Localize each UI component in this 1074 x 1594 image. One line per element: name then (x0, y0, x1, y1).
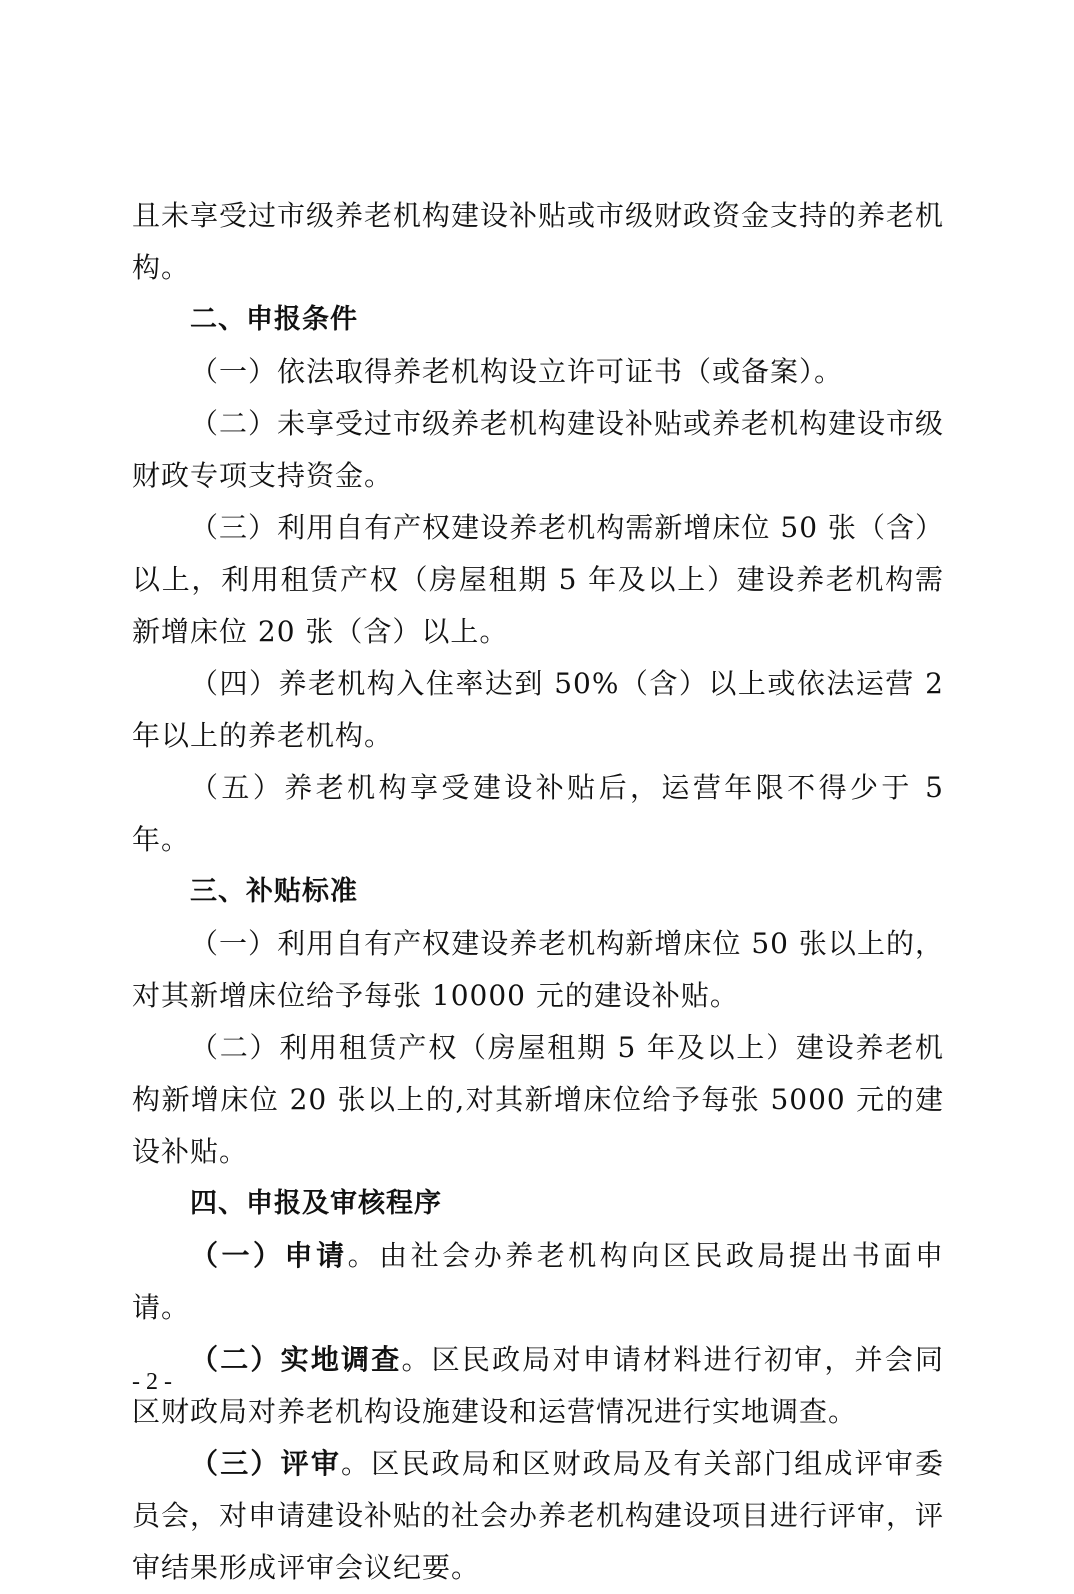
paragraph-procedure-1 (132, 1230, 944, 1334)
page-number: - 2 - (132, 1369, 172, 1395)
procedure-3-text: 。区民政局和区财政局及有关部门组成评审委员会，对申请建设补贴的社会办养老机构建设项目进行评审，评审结果形成评审会议纪要。 (132, 1447, 945, 1584)
paragraph-continuation: 且未享受过市级养老机构建设补贴或市级财政资金支持的养老机构。 (132, 199, 945, 284)
paragraph-standard-2: （二）利用租赁产权（房屋租期 5 年及以上）建设养老机构新增床位 20 张以上的,对其新增床位给予每张 5000 元的建设补贴。 (132, 1031, 944, 1168)
section-heading-subsidy-standards: 三、补贴标准 (190, 876, 358, 907)
procedure-2-label: （二）实地调查 (190, 1343, 402, 1376)
procedure-2-text: 。区民政局对申请材料进行初审，并会同区财政局对养老机构设施建设和运营情况进行实地调查。 (132, 1343, 944, 1428)
paragraph-condition-4: （四）养老机构入住率达到 50%（含）以上或依法运营 2 年以上的养老机构。 (132, 667, 944, 752)
paragraph-condition-2: （二）未享受过市级养老机构建设补贴或养老机构建设市级财政专项支持资金。 (132, 407, 945, 492)
paragraph-standard-1: （一）利用自有产权建设养老机构新增床位 50 张以上的，对其新增床位给予每张 10000 元的建设补贴。 (132, 927, 944, 1012)
paragraph-condition-3: （三）利用自有产权建设养老机构需新增床位 50 张（含）以上，利用租赁产权（房屋租期 5 年及以上）建设养老机构需新增床位 20 张（含）以上。 (132, 511, 944, 648)
procedure-1-text: 。由社会办养老机构向区民政局提出书面申请。 (132, 1239, 944, 1324)
paragraph-condition-1: （一）依法取得养老机构设立许可证书（或备案）。 (190, 355, 844, 388)
section-heading-application-conditions: 二、申报条件 (190, 304, 358, 335)
paragraph-condition-5: （五）养老机构享受建设补贴后，运营年限不得少于 5 年。 (132, 771, 944, 856)
paragraph-procedure-2 (132, 1334, 944, 1438)
section-heading-procedure: 四、申报及审核程序 (190, 1188, 442, 1219)
paragraph-procedure-3 (132, 1438, 944, 1594)
procedure-1-label: （一）申请 (190, 1239, 348, 1272)
document-body (132, 190, 944, 1594)
procedure-3-label: （三）评审 (190, 1447, 342, 1480)
